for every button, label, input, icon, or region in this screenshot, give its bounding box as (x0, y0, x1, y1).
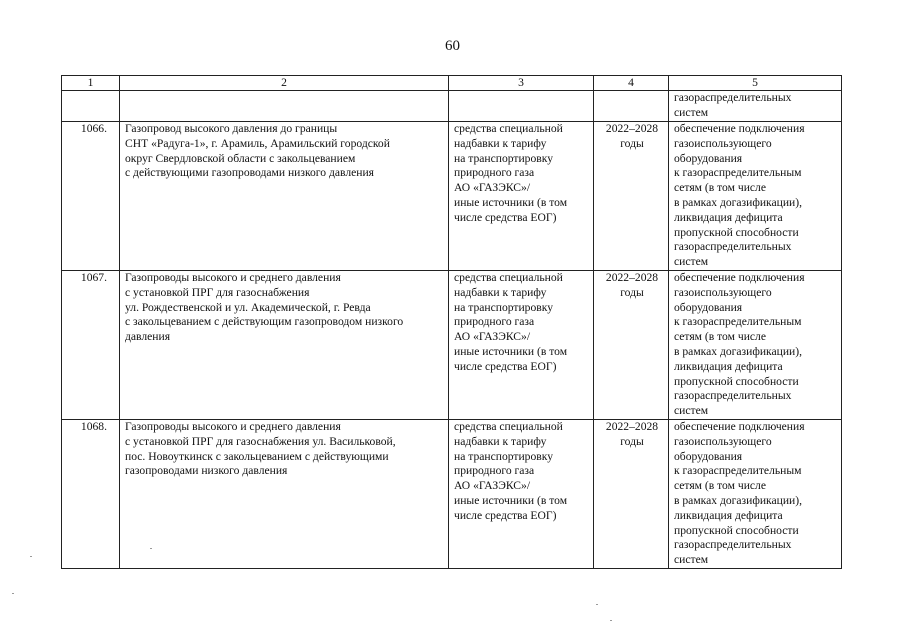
text-line: Газопроводы высокого и среднего давления (125, 271, 341, 284)
object-name-cell (120, 122, 449, 271)
purpose-cell (669, 420, 842, 569)
continuation-name-cell (120, 91, 449, 122)
continuation-num-cell (62, 91, 120, 122)
scan-speck (150, 548, 152, 549)
text-line: АО «ГАЗЭКС»/ (454, 181, 531, 195)
text-line: газораспределительных (674, 538, 792, 552)
table-row (62, 420, 842, 569)
text-line: газораспределительных (674, 91, 792, 104)
text-line: систем (674, 105, 709, 119)
table-row (62, 122, 842, 271)
text-line: числе средства ЕОГ) (454, 359, 557, 373)
text-line: ликвидация дефицита (674, 210, 783, 224)
text-line: округ Свердловской области с закольцеванием (125, 151, 356, 165)
text-line: СНТ «Радуга-1», г. Арамиль, Арамильский городской (125, 136, 390, 150)
text-line: газораспределительных (674, 389, 792, 403)
scan-speck (12, 593, 14, 594)
text-line: природного газа (454, 464, 535, 478)
continuation-purpose-cell (669, 91, 842, 122)
text-line: на транспортировку (454, 300, 553, 314)
text-line: к газораспределительным (674, 315, 802, 329)
text-line: систем (674, 553, 709, 567)
text-line: газоиспользующего (674, 434, 772, 448)
text-line: природного газа (454, 315, 535, 329)
text-line: надбавки к тарифу (454, 136, 547, 150)
text-line: на транспортировку (454, 151, 553, 165)
continuation-period-cell (594, 91, 669, 122)
object-name-cell (120, 271, 449, 420)
text-line: пос. Новоуткинск с закольцеванием с действующими (125, 449, 389, 463)
text-line: средства специальной (454, 122, 563, 135)
text-line: годы (620, 434, 644, 448)
period-cell (594, 271, 669, 420)
text-line: годы (620, 136, 644, 150)
text-line: в рамках догазификации), (674, 493, 803, 507)
text-line: ул. Рождественской и ул. Академической, г. Ревда (125, 300, 371, 314)
text-line: иные источники (в том (454, 344, 568, 358)
column-header-3: 3 (449, 76, 594, 91)
scan-speck (30, 556, 32, 557)
text-line: надбавки к тарифу (454, 434, 547, 448)
text-line: оборудования (674, 449, 743, 463)
text-line: средства специальной (454, 420, 563, 433)
row-number-cell: 1067. (62, 271, 120, 420)
text-line: оборудования (674, 300, 743, 314)
text-line: пропускной способности (674, 225, 799, 239)
text-line: обеспечение подключения (674, 122, 805, 135)
text-line: Газопроводы высокого и среднего давления (125, 420, 341, 433)
column-header-1: 1 (62, 76, 120, 91)
text-line: числе средства ЕОГ) (454, 508, 557, 522)
text-line: с установкой ПРГ для газоснабжения ул. Васильковой, (125, 434, 396, 448)
text-line: 2022–2028 (605, 271, 659, 284)
table-row (62, 271, 842, 420)
text-line: Газопровод высокого давления до границы (125, 122, 338, 135)
text-line: природного газа (454, 166, 535, 180)
object-name-cell (120, 420, 449, 569)
text-line: АО «ГАЗЭКС»/ (454, 479, 531, 493)
column-header-4: 4 (594, 76, 669, 91)
text-line: систем (674, 255, 709, 269)
text-line: давления (125, 330, 171, 344)
text-line: иные источники (в том (454, 195, 568, 209)
text-line: ликвидация дефицита (674, 508, 783, 522)
text-line: ликвидация дефицита (674, 359, 783, 373)
text-line: обеспечение подключения (674, 420, 805, 433)
text-line: с установкой ПРГ для газоснабжения (125, 285, 310, 299)
text-line: газоиспользующего (674, 136, 772, 150)
row-number-cell: 1066. (62, 122, 120, 271)
funding-source-cell (449, 420, 594, 569)
text-line: 2022–2028 (605, 122, 659, 135)
column-header-2: 2 (120, 76, 449, 91)
funding-source-cell (449, 122, 594, 271)
purpose-cell (669, 122, 842, 271)
text-line: АО «ГАЗЭКС»/ (454, 330, 531, 344)
text-line: сетям (в том числе (674, 181, 766, 195)
continuation-source-cell (449, 91, 594, 122)
row-number-cell: 1068. (62, 420, 120, 569)
text-line: 2022–2028 (605, 420, 659, 433)
text-line: систем (674, 404, 709, 418)
text-line: сетям (в том числе (674, 330, 766, 344)
period-cell (594, 420, 669, 569)
text-line: сетям (в том числе (674, 479, 766, 493)
text-line: к газораспределительным (674, 464, 802, 478)
period-cell (594, 122, 669, 271)
objects-table (61, 75, 842, 569)
text-line: в рамках догазификации), (674, 344, 803, 358)
text-line: надбавки к тарифу (454, 285, 547, 299)
text-line: к газораспределительным (674, 166, 802, 180)
page-number: 60 (445, 38, 460, 54)
purpose-cell (669, 271, 842, 420)
text-line: обеспечение подключения (674, 271, 805, 284)
text-line: числе средства ЕОГ) (454, 210, 557, 224)
text-line: с закольцеванием с действующим газопроводом низкого (125, 315, 404, 329)
text-line: годы (620, 285, 644, 299)
table-header-row (62, 76, 842, 91)
text-line: иные источники (в том (454, 493, 568, 507)
text-line: на транспортировку (454, 449, 553, 463)
funding-source-cell (449, 271, 594, 420)
column-header-5: 5 (669, 76, 842, 91)
text-line: средства специальной (454, 271, 563, 284)
text-line: в рамках догазификации), (674, 195, 803, 209)
continuation-row (62, 91, 842, 122)
text-line: с действующими газопроводами низкого давления (125, 166, 374, 180)
text-line: газораспределительных (674, 240, 792, 254)
scan-speck (596, 604, 598, 605)
text-line: пропускной способности (674, 523, 799, 537)
text-line: газоиспользующего (674, 285, 772, 299)
text-line: оборудования (674, 151, 743, 165)
text-line: газопроводами низкого давления (125, 464, 288, 478)
text-line: пропускной способности (674, 374, 799, 388)
scan-speck (610, 620, 612, 621)
